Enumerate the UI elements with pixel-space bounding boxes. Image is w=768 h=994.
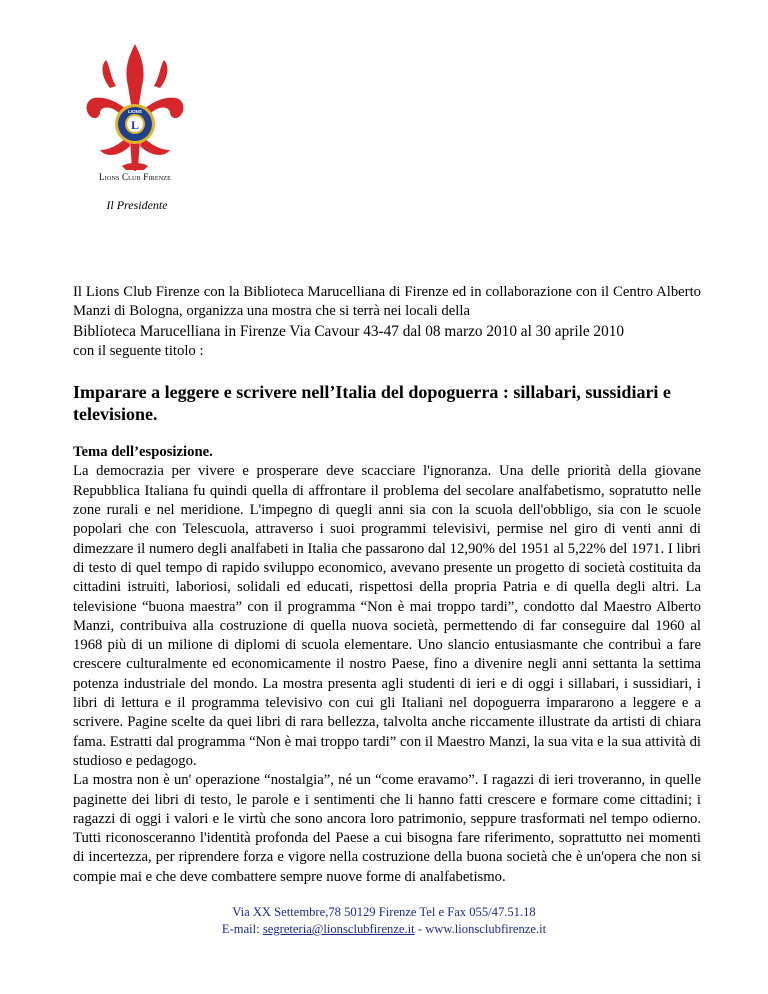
- footer-contacts: [0, 921, 768, 938]
- president-signature: Il Presidente: [106, 198, 168, 212]
- email-label: E-mail:: [221, 922, 260, 936]
- email-link[interactable]: segreteria@lionsclubfirenze.it: [262, 922, 415, 936]
- letter-footer: [0, 904, 768, 938]
- body-paragraph-1: La democrazia per vivere e prosperare deve scacciare l'ignoranza. Una delle priorità della giovane Repubblica Italiana fu quindi quella di affrontare il problema del secolare analfabetismo, sopratutto nelle zone rurali e nel meridione. L'impegno di quegli anni sia con la scuola dell'obbligo, sia con le scuole popolari che con Telescuola, attraverso i suoi programmi televisivi, permise nel giro di venti anni di dimezzare il numero degli analfabeti in Italia che passarono dal 12,90% del 1951 al 5,22% del 1971. I libri di testo di quel tempo di rapido sviluppo economico, avevano presente un progetto di società costituita da cittadini istruiti, laboriosi, solidali ed educati, rispettosi della propria Patria e di quella degli altri. La televisione “buona maestra” con il programma “Non è mai troppo tardi”, condotto dal Maestro Alberto Manzi, contribuiva alla costruzione di quella nuova società, permettendo di far conseguire dal 1960 al 1968 più di un milione di diplomi di scuola elementare. Uno slancio entusiasmante che contribuì a fare crescere culturalmente ed economicamente il nostro Paese, fino a divenire negli anni settanta la settima potenza industriale del mondo. La mostra presenta agli studenti di ieri e di oggi i sillabari, i sussidiari, i libri di lettura e il programma televisivo con cui gli Italiani nel dopoguerra impararono a leggere e a scrivere. Pagine scelte da quei libri di rara bellezza, talvolta anche riccamente illustrate da artisti di chiara fama. Estratti dal programma “Non è mai troppo tardi” con il Maestro Manzi, la sua vita e la sua attività di studioso e pedagogo.: [73, 463, 701, 769]
- section-heading: Tema dell’esposizione.: [73, 444, 213, 461]
- intro-text: Il Lions Club Firenze con la Biblioteca Marucelliana di Firenze ed in collaborazione con il Centro Alberto Manzi di Bologna, organizza una mostra che si terrà nei locali della: [73, 284, 701, 320]
- logo-letter: L: [130, 118, 140, 132]
- letter-body: [73, 283, 701, 887]
- contact-separator: -: [417, 922, 423, 936]
- club-name: Lions Club Firenze: [99, 172, 171, 182]
- intro-closing: con il seguente titolo :: [73, 342, 204, 359]
- website-link[interactable]: www.lionsclubfirenze.it: [425, 922, 547, 936]
- footer-address: Via XX Settembre,78 50129 Firenze Tel e Fax 055/47.51.18: [232, 905, 536, 919]
- intro-paragraph: [73, 283, 701, 361]
- lions-club-florence-logo: [80, 40, 190, 180]
- logo-ring-text: LIONS: [128, 109, 142, 114]
- exhibition-title: Imparare a leggere e scrivere nell’Italia del dopoguerra : sillabari, sussidiari e televisione.: [73, 382, 671, 425]
- lions-emblem-icon: [115, 104, 155, 144]
- body-paragraph-2: La mostra non è un' operazione “nostalgia”, né un “come eravamo”. I ragazzi di ieri troveranno, in quelle paginette dei libri di testo, le parole e i sentimenti che li hanno fatti crescere e formare come cittadini; i ragazzi di oggi i valori e le virtù che sono ancora loro patrimonio, seppure trasformati nel tempo odierno. Tutti riconosceranno l'identità profonda del Paese a cui bisogna fare riferimento, soprattutto nei momenti di incertezza, per riprendere forza e vigore nella costruzione della buona società che è un'opera che non si compie mai e che deve combattere sempre nuove forme di analfabetismo.: [73, 772, 701, 885]
- intro-location-dates: Biblioteca Marucelliana in Firenze Via Cavour 43-47 dal 08 marzo 2010 al 30 aprile 2010: [73, 322, 625, 340]
